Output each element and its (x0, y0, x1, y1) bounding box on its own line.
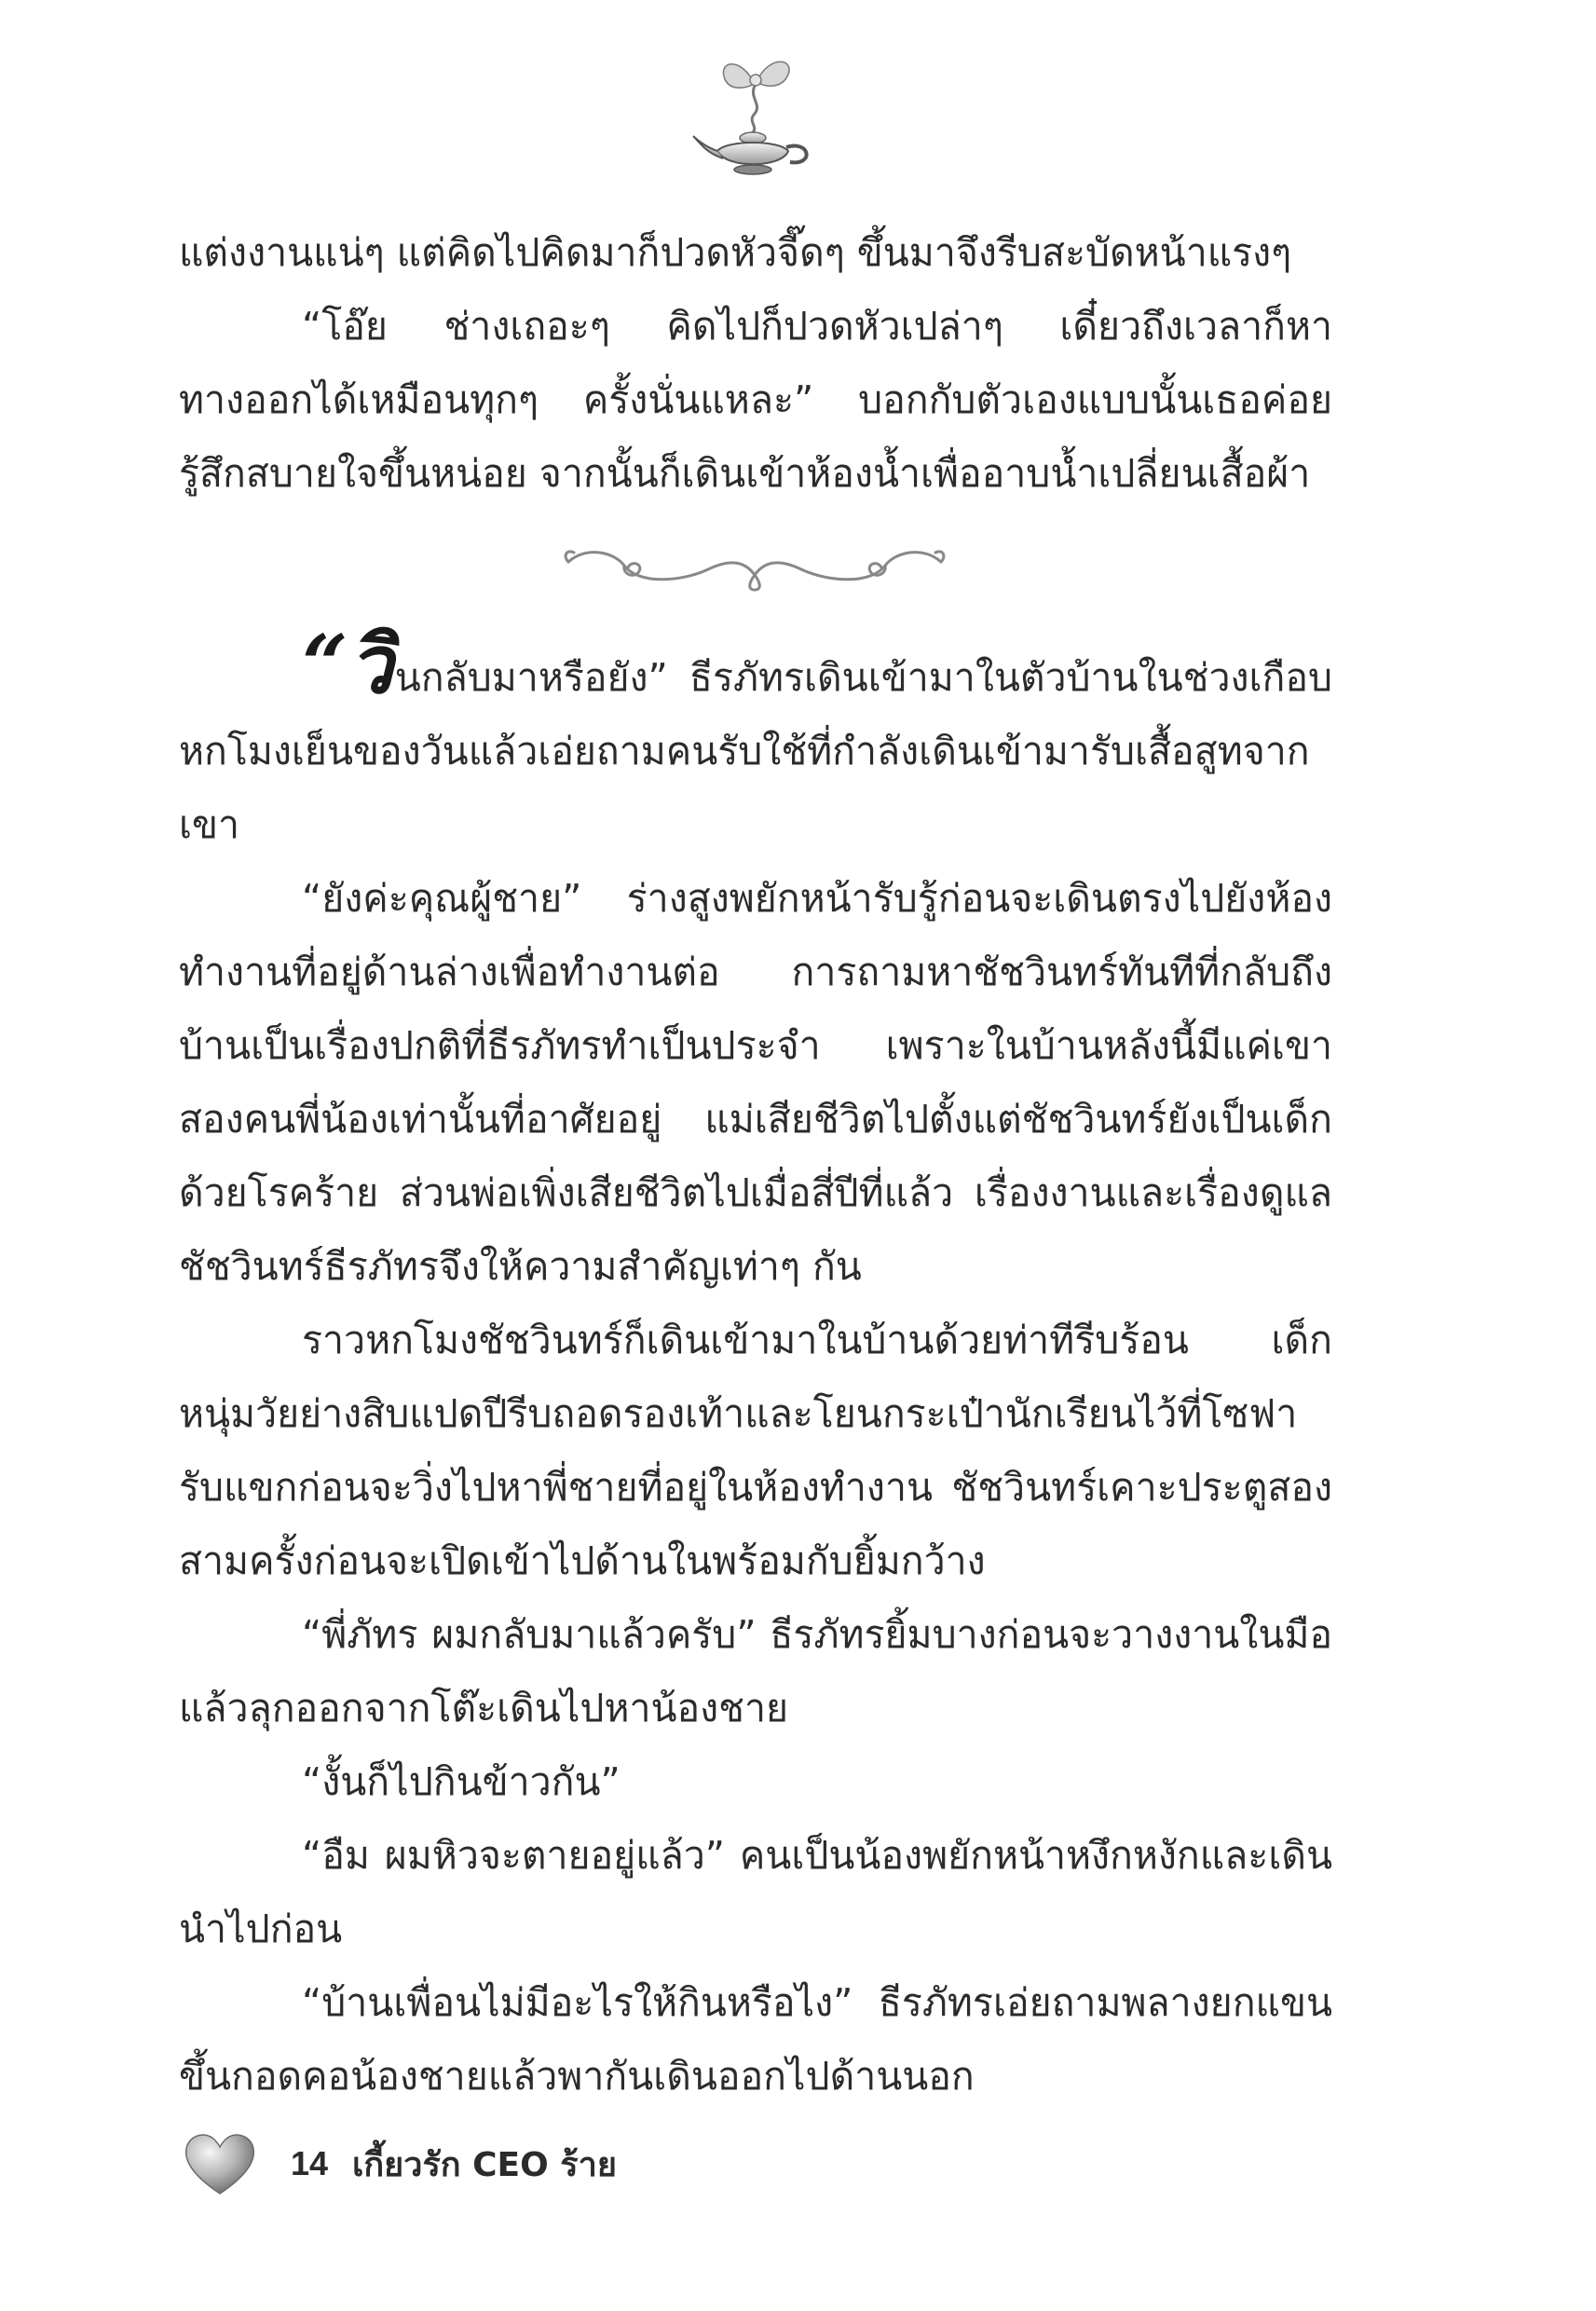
paragraph (179, 618, 1332, 862)
dropcap: “วิ (302, 618, 393, 712)
paragraph: “ยังค่ะคุณผู้ชาย” ร่างสูงพยักหน้ารับรู้ก่อนจะเดินตรงไปยังห้องทำงานที่อยู่ด้านล่างเพื่อทำงานต่อ การถามหาชัชวินทร์ทันทีที่กลับถึงบ้านเป็นเรื่องปกติที่ธีรภัทรทำเป็นประจำ เพราะในบ้านหลังนี้มีแค่เขาสองคนพี่น้องเท่านั้นที่อาศัยอยู่ แม่เสียชีวิตไปตั้งแต่ชัชวินทร์ยังเป็นเด็กด้วยโรคร้าย ส่วนพ่อเพิ่งเสียชีวิตไปเมื่อสี่ปีที่แล้ว เรื่องงานและเรื่องดูแลชัชวินทร์ธีรภัทรจึงให้ความสำคัญเท่าๆ กัน (179, 876, 1332, 1289)
paragraph: แต่งงานแน่ๆ แต่คิดไปคิดมาก็ปวดหัวจี๊ดๆ ขึ้นมาจึงรีบสะบัดหน้าแรงๆ (179, 230, 1292, 275)
heart-icon (183, 2130, 257, 2197)
paragraph: “โอ๊ย ช่างเถอะๆ คิดไปก็ปวดหัวเปล่าๆ เดี๋ยวถึงเวลาก็หาทางออกได้เหมือนทุกๆ ครั้งนั่นแหละ” บอกกับตัวเองแบบนั้นเธอค่อยรู้สึกสบายใจขึ้นหน่อย จากนั้นก็เดินเข้าห้องน้ำเพื่ออาบน้ำเปลี่ยนเสื้อผ้า (179, 304, 1332, 496)
page-number: 14 (291, 2144, 329, 2182)
paragraph-text: นกลับมาหรือยัง” ธีรภัทรเดินเข้ามาในตัวบ้านในช่วงเกือบหกโมงเย็นของวันแล้วเอ่ยถามคนรับใช้ที่กำลังเดินเข้ามารับเสื้อสูทจากเขา (179, 655, 1332, 847)
text-section-1 (179, 216, 1332, 511)
paragraph: ราวหกโมงชัชวินทร์ก็เดินเข้ามาในบ้านด้วยท่าทีรีบร้อน เด็กหนุ่มวัยย่างสิบแปดปีรีบถอดรองเท้าและโยนกระเป๋านักเรียนไว้ที่โซฟารับแขกก่อนจะวิ่งไปหาพี่ชายที่อยู่ในห้องทำงาน ชัชวินทร์เคาะประตูสองสามครั้งก่อนจะเปิดเข้าไปด้านในพร้อมกับยิ้มกว้าง (179, 1318, 1332, 1583)
page-footer (183, 2126, 617, 2201)
genie-lamp-icon (689, 47, 820, 186)
paragraph: “บ้านเพื่อนไม่มีอะไรให้กินหรือไง” ธีรภัทรเอ่ยถามพลางยกแขนขึ้นกอดคอน้องชายแล้วพากันเดินออกไปด้านนอก (179, 1980, 1332, 2099)
paragraph: “อืม ผมหิวจะตายอยู่แล้ว” คนเป็นน้องพยักหน้าหงึกหงักและเดินนำไปก่อน (179, 1833, 1332, 1951)
paragraph: “พี่ภัทร ผมกลับมาแล้วครับ” ธีรภัทรยิ้มบางก่อนจะวางงานในมือแล้วลุกออกจากโต๊ะเดินไปหาน้องชาย (179, 1612, 1332, 1730)
swirl-divider-icon (550, 536, 960, 610)
text-section-2 (179, 618, 1332, 2113)
book-title: เกี้ยวรัก CEO ร้าย (352, 2145, 617, 2184)
paragraph: “งั้นก็ไปกินข้าวกัน” (302, 1759, 621, 1804)
